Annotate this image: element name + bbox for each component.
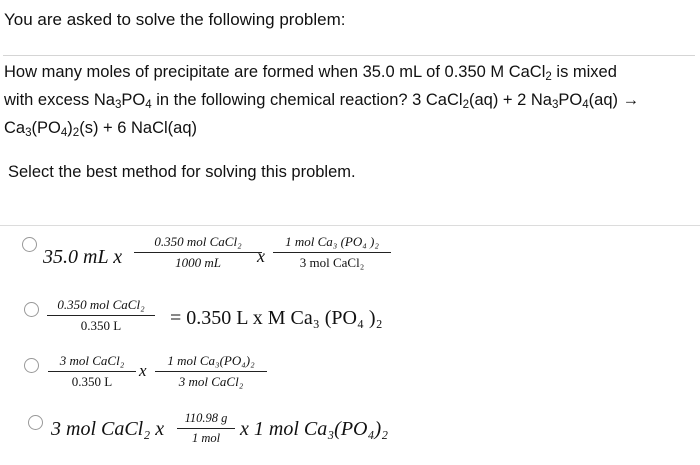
option-a-fraction-2: 1 mol Ca₃ (PO₄ )₂ 3 mol CaCl₂ [273, 234, 391, 271]
option-a[interactable] [0, 226, 700, 289]
option-c-radio[interactable] [24, 358, 39, 373]
option-d[interactable] [0, 405, 700, 463]
question-line-2: with excess $Na_3PO_4$ in the following chemical reaction? 3 CaCl$_2$(aq) + 2 $Na_3PO_4(aq)$ → [4, 91, 640, 111]
option-a-lead: 35.0 mL x [43, 246, 123, 268]
option-d-lead: 3 mol CaCl₂ x [51, 418, 165, 440]
option-c[interactable] [0, 346, 700, 404]
option-c-times: x [139, 361, 147, 380]
question-line-1: How many moles of precipitate are formed when 35.0 mL of 0.350 M CaCl$_2$ is mixed [4, 63, 617, 83]
option-b-rhs: = 0.350 L x M Ca₃ (PO₄ )₂ [170, 307, 383, 329]
option-d-radio[interactable] [28, 415, 43, 430]
option-a-times: x [257, 246, 265, 266]
option-a-fraction-1: 0.350 mol CaCl₂ 1000 mL [134, 234, 262, 271]
option-c-fraction-1: 3 mol CaCl₂ 0.350 L [48, 353, 136, 390]
select-prompt: Select the best method for solving this problem. [8, 163, 356, 181]
option-d-tail: x 1 mol Ca₃(PO₄)₂ [240, 418, 389, 440]
option-a-radio[interactable] [22, 237, 37, 252]
option-b[interactable] [0, 290, 700, 345]
option-b-radio[interactable] [24, 302, 39, 317]
option-b-fraction-1: 0.350 mol CaCl₂ 0.350 L [47, 297, 155, 334]
question-line-3: $Ca_3(PO_4)_2(s) + 6$ NaCl(aq) [4, 119, 198, 139]
intro-text: You are asked to solve the following problem: [4, 10, 346, 29]
option-d-fraction-1: 110.98 g 1 mol [177, 411, 235, 446]
option-c-fraction-2: 1 mol Ca₃(PO₄)₂ 3 mol CaCl₂ [155, 353, 267, 390]
